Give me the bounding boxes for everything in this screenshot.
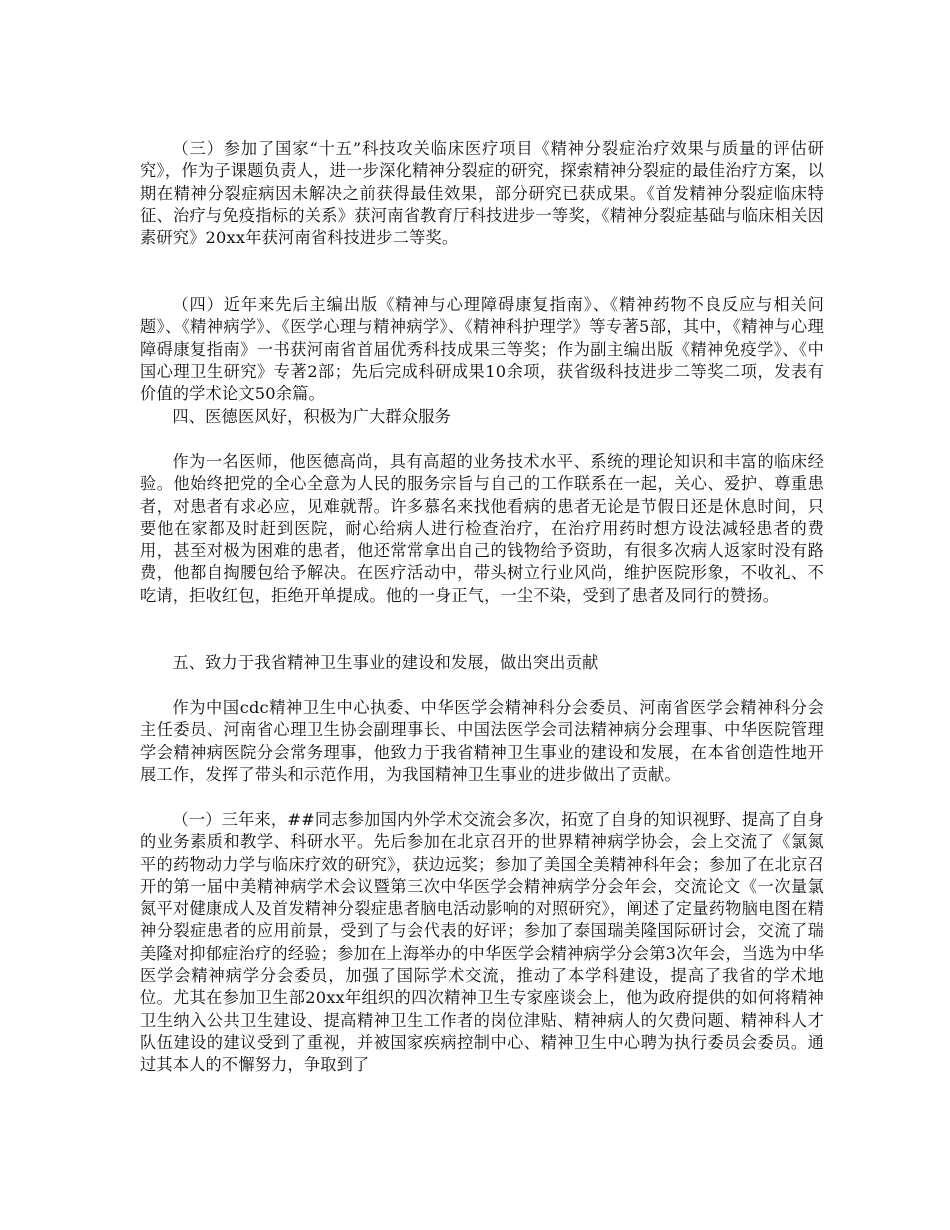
paragraph-text: 作为中国cdc精神卫生中心执委、中华医学会精神科分会委员、河南省医学会精神科分会主任委员、河南省心理卫生协会副理事长、中国法医学会司法精神病分会理事、中华医院管理学会精神病医院分会常务理事，他致力于我省精神卫生事业的建设和发展，在本省创造性地开展工作，发挥了带头和示范作用，为我国精神卫生事业的进步做出了贡献。: [140, 698, 824, 784]
paragraph-publications: [140, 294, 824, 405]
section-heading-text: 五、致力于我省精神卫生事业的建设和发展，做出突出贡献: [172, 653, 599, 672]
paragraph-research-project: [140, 138, 824, 249]
section-heading-mental-health-contribution: [140, 652, 824, 674]
paragraph-text: （一）三年来，##同志参加国内外学术交流会多次，拓宽了自身的知识视野、提高了自身的业务素质和教学、科研水平。先后参加在北京召开的世界精神病学协会，会上交流了《氯氮平的药物动力学与临床疗效的研究》，获边远奖；参加了美国全美精神科年会；参加了在北京召开的第一届中美精神病学术会议暨第三次中华医学会精神病学分会年会，交流论文《一次量氯氮平对健康成人及首发精神分裂症患者脑电活动影响的对照研究》，阐述了定量药物脑电图在精神分裂症患者的应用前景，受到了与会代表的好评；参加了泰国瑞美隆国际研讨会，交流了瑞美隆对抑郁症治疗的经验；参加在上海举办的中华医学会精神病学分会第3次年会，当选为中华医学会精神病学分会委员，加强了国际学术交流，推动了本学科建设，提高了我省的学术地位。尤其在参加卫生部20xx年组织的四次精神卫生专家座谈会上，他为政府提供的如何将精神卫生纳入公共卫生建设、提高精神卫生工作者的岗位津贴、精神病人的欠费问题、精神科人才队伍建设的建议受到了重视，并被国家疾病控制中心、精神卫生中心聘为执行委员会委员。通过其本人的不懈努力，争取到了: [140, 810, 824, 1075]
paragraph-text: （三）参加了国家“十五”科技攻关临床医疗项目《精神分裂症治疗效果与质量的评估研究》，作为子课题负责人，进一步深化精神分裂症的研究，探索精神分裂症的最佳治疗方案，以期在精神分裂症病因未解决之前获得最佳效果，部分研究已获成果。《首发精神分裂症临床特征、治疗与免疫指标的关系》获河南省教育厅科技进步一等奖，《精神分裂症基础与临床相关因素研究》20xx年获河南省科技进步二等奖。: [140, 139, 824, 248]
paragraph-medical-ethics: [140, 451, 824, 607]
section-heading-medical-ethics: [140, 406, 824, 428]
paragraph-text: 作为一名医师，他医德高尚，具有高超的业务技术水平、系统的理论知识和丰富的临床经验。他始终把党的全心全意为人民的服务宗旨与自己的工作联系在一起，关心、爱护、尊重患者，对患者有求必应，见难就帮。许多慕名来找他看病的患者无论是节假日还是休息时间，只要他在家都及时赶到医院，耐心给病人进行检查治疗，在治疗用药时想方设法减轻患者的费用，甚至对极为困难的患者，他还常常拿出自己的钱物给予资助，有很多次病人返家时没有路费，他都自掏腰包给予解决。在医疗活动中，带头树立行业风尚，维护医院形象，不收礼、不吃请，拒收红包，拒绝开单提成。他的一身正气，一尘不染，受到了患者及同行的赞扬。: [140, 452, 824, 605]
paragraph-academic-exchange: [140, 809, 824, 1077]
paragraph-text: （四）近年来先后主编出版《精神与心理障碍康复指南》、《精神药物不良反应与相关问题》、《精神病学》、《医学心理与精神病学》、《精神科护理学》等专著5部，其中，《精神与心理障碍康复指南》一书获河南省首届优秀科技成果三等奖；作为副主编出版《精神免疫学》、《中国心理卫生研究》专著2部；先后完成科研成果10余项，获省级科技进步二等奖二项，发表有价值的学术论文50余篇。: [140, 295, 824, 404]
paragraph-roles: [140, 697, 824, 786]
section-heading-text: 四、医德医风好，积极为广大群众服务: [172, 407, 451, 426]
